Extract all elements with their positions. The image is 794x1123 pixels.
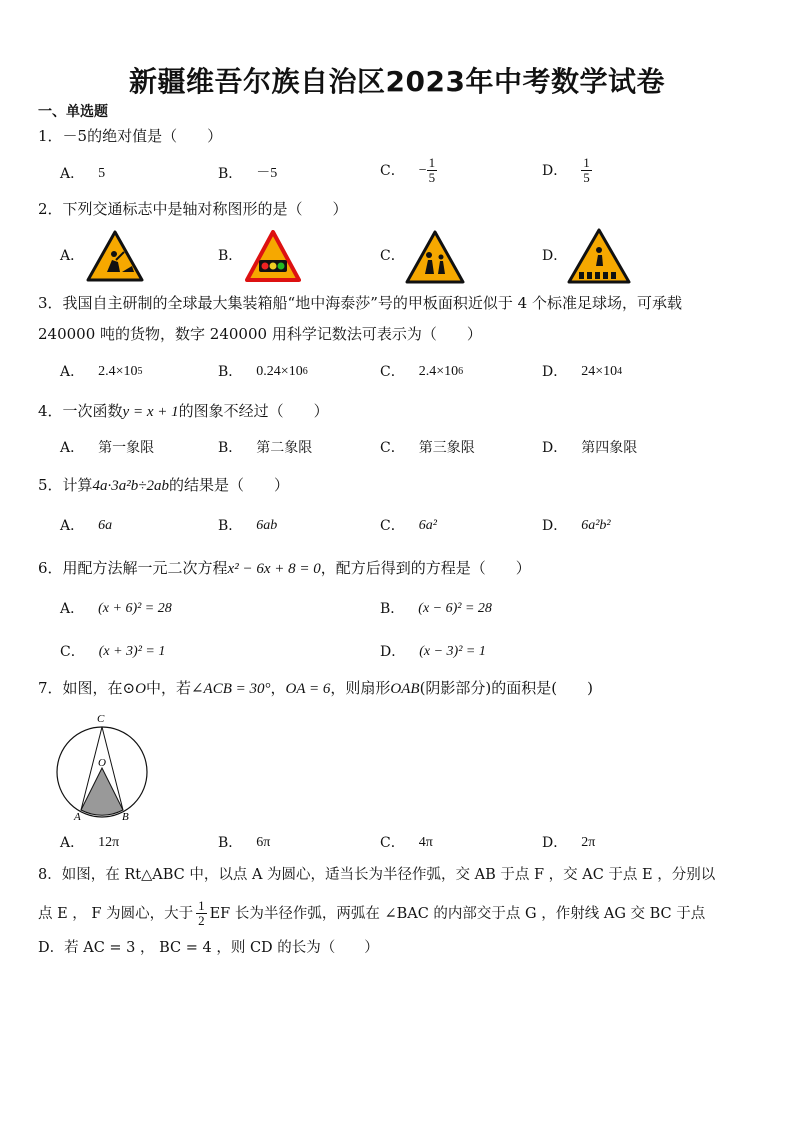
option-text: 6a²b² xyxy=(581,518,611,533)
option-label: A． xyxy=(60,440,85,456)
fraction-numerator: 1 xyxy=(198,898,205,913)
pedestrian-crossing-sign-icon xyxy=(567,228,631,284)
circle-sector-figure xyxy=(52,708,152,824)
option-label: D． xyxy=(542,162,568,179)
q7-option-a[interactable] xyxy=(60,833,119,853)
option-label: A． xyxy=(60,248,85,264)
q5-option-c[interactable] xyxy=(380,516,437,536)
q6-option-a[interactable] xyxy=(60,599,172,619)
stem-text: EF 长为半径作弧，两弧在 ∠BAC 的内部交于点 G ，作射线 AG 交 BC 于点 xyxy=(209,905,706,922)
option-text: 5 xyxy=(98,166,106,181)
stem-text: 的图象不经过（ ） xyxy=(178,402,329,420)
option-label: D． xyxy=(542,248,568,264)
q6-option-c[interactable] xyxy=(60,642,165,662)
question-3-stem-line2: 240000 吨的货物，数字 240000 用科学记数法可表示为（ ） xyxy=(38,325,482,343)
fraction xyxy=(581,156,592,185)
q4-option-c[interactable] xyxy=(380,438,475,458)
stem-text: 的结果是（ ） xyxy=(169,476,290,494)
option-label: B． xyxy=(218,166,243,182)
option-text: 12π xyxy=(98,835,120,850)
fraction-denominator: 2 xyxy=(198,913,205,928)
q5-option-d[interactable] xyxy=(542,516,611,536)
q7-option-d[interactable] xyxy=(542,833,595,853)
stem-text: ， xyxy=(270,679,286,697)
math-expression: ⊙O xyxy=(122,681,146,697)
stem-text: 中，若 xyxy=(145,679,191,697)
question-8-line2 xyxy=(38,899,705,928)
fraction-denominator: 5 xyxy=(583,170,590,185)
option-exponent: 6 xyxy=(458,366,464,377)
option-label: B． xyxy=(218,518,243,534)
option-text: 2π xyxy=(581,835,596,850)
math-expression: 4a·3a²b÷2ab xyxy=(92,478,170,494)
math-expression: y = x + 1 xyxy=(122,404,179,420)
q3-option-a[interactable] xyxy=(60,362,143,382)
question-8-line3: D．若 AC = 3 ， BC = 4 ，则 CD 的长为（ ） xyxy=(38,940,379,956)
option-label: A． xyxy=(60,364,85,380)
fraction-sign: − xyxy=(418,162,427,178)
question-4-stem xyxy=(38,401,329,422)
q3-option-d[interactable] xyxy=(542,362,622,382)
fraction-numerator: 1 xyxy=(583,155,590,170)
traffic-light-sign-icon xyxy=(245,230,301,282)
q1-option-c[interactable] xyxy=(380,156,437,185)
option-label: C． xyxy=(380,364,405,380)
section-heading: 一、单选题 xyxy=(38,104,108,120)
stem-text: 6．用配方法解一元二次方程 xyxy=(38,559,228,577)
option-label: B． xyxy=(218,835,243,851)
exam-title: 新疆维吾尔族自治区2023年中考数学试卷 xyxy=(129,65,665,98)
option-label: A． xyxy=(60,835,85,851)
option-label: D． xyxy=(542,518,568,534)
option-exponent: 5 xyxy=(137,366,143,377)
question-6-stem xyxy=(38,558,531,579)
option-text: 第四象限 xyxy=(581,440,638,456)
option-text: 第二象限 xyxy=(256,440,313,456)
q4-option-b[interactable] xyxy=(218,438,312,458)
option-label: B． xyxy=(218,248,243,264)
shaded-sector xyxy=(81,768,123,815)
option-label: B． xyxy=(380,601,405,617)
option-label: A． xyxy=(60,601,85,617)
option-label: C． xyxy=(380,835,405,851)
option-label: D． xyxy=(380,644,406,660)
stem-text: 5．计算 xyxy=(38,476,93,494)
q3-option-c[interactable] xyxy=(380,362,463,382)
q6-option-d[interactable] xyxy=(380,642,486,662)
question-5-stem xyxy=(38,475,289,496)
question-2-stem: 2．下列交通标志中是轴对称图形的是（ ） xyxy=(38,200,348,218)
option-text: (x − 3)² = 1 xyxy=(419,644,486,659)
stem-text: 7．如图，在 xyxy=(38,679,123,697)
math-expression: ∠ACB = 30° xyxy=(190,681,271,697)
stem-text: ，配方后得到的方程是（ ） xyxy=(320,559,531,577)
road-work-sign-icon xyxy=(86,230,144,282)
option-text: 第一象限 xyxy=(98,440,155,456)
children-crossing-sign-icon xyxy=(405,230,465,284)
q7-option-c[interactable] xyxy=(380,833,433,853)
q5-option-a[interactable] xyxy=(60,516,112,536)
math-expression: OA = 6 xyxy=(285,681,331,697)
option-base: 0.24×10 xyxy=(256,364,303,379)
question-3-stem-line1: 3．我国自主研制的全球最大集装箱船“地中海泰莎”号的甲板面积近似于 4 个标准足球场，可承载 xyxy=(38,294,682,312)
option-label: D． xyxy=(542,440,568,456)
point-label-a: A xyxy=(74,811,81,823)
math-expression: x² − 6x + 8 = 0 xyxy=(227,561,321,577)
option-text: 6π xyxy=(256,835,271,850)
point-label-c: C xyxy=(97,713,105,725)
option-base: 2.4×10 xyxy=(98,364,138,379)
q1-option-a[interactable] xyxy=(60,164,105,184)
option-text: 6a² xyxy=(418,518,437,533)
option-label: C． xyxy=(380,162,405,179)
stem-text: 点 E ， F 为圆心，大于 xyxy=(38,905,194,922)
question-8-line1: 8．如图，在 Rt△ABC 中，以点 A 为圆心，适当长为半径作弧，交 AB 于点 F ，交 AC 于点 E ，分别以 xyxy=(38,867,716,883)
fraction xyxy=(427,156,438,185)
option-base: 24×10 xyxy=(581,364,618,379)
option-text: 4π xyxy=(418,835,433,850)
point-label-b: B xyxy=(122,811,129,823)
option-label: C． xyxy=(60,644,85,660)
q1-option-b[interactable] xyxy=(218,164,277,184)
stem-text: 4．一次函数 xyxy=(38,402,123,420)
question-1-stem: 1．－5的绝对值是（ ） xyxy=(38,127,223,145)
option-text: 第三象限 xyxy=(418,440,475,456)
q1-option-d[interactable] xyxy=(542,156,592,185)
q3-option-b[interactable] xyxy=(218,362,308,382)
option-exponent: 4 xyxy=(617,366,623,377)
q5-option-b[interactable] xyxy=(218,516,277,536)
fraction-numerator: 1 xyxy=(428,155,436,170)
option-label: A． xyxy=(60,518,85,534)
stem-text: ，则扇形 xyxy=(330,679,391,697)
option-label: B． xyxy=(218,364,243,380)
fraction xyxy=(196,899,207,928)
q4-option-d[interactable] xyxy=(542,438,637,458)
option-text: －5 xyxy=(256,166,278,181)
stem-text: (阴影部分)的面积是( ) xyxy=(419,679,593,697)
point-label-o: O xyxy=(98,757,106,769)
q6-option-b[interactable] xyxy=(380,599,492,619)
question-7-stem xyxy=(38,678,593,699)
q4-option-a[interactable] xyxy=(60,438,154,458)
option-exponent: 6 xyxy=(302,366,308,377)
option-text: (x + 6)² = 28 xyxy=(98,601,172,616)
option-label: C． xyxy=(380,440,405,456)
fraction-denominator: 5 xyxy=(428,170,436,185)
option-label: B． xyxy=(218,440,243,456)
option-label: C． xyxy=(380,248,405,264)
option-text: (x + 3)² = 1 xyxy=(98,644,166,659)
option-text: 6ab xyxy=(256,518,278,533)
option-text: (x − 6)² = 28 xyxy=(418,601,492,616)
math-expression: OAB xyxy=(390,681,420,697)
q7-option-b[interactable] xyxy=(218,833,270,853)
option-label: C． xyxy=(380,518,405,534)
option-base: 2.4×10 xyxy=(418,364,459,379)
option-text: 6a xyxy=(98,518,113,533)
option-label: A． xyxy=(60,166,85,182)
option-label: D． xyxy=(542,364,568,380)
option-label: D． xyxy=(542,835,568,851)
